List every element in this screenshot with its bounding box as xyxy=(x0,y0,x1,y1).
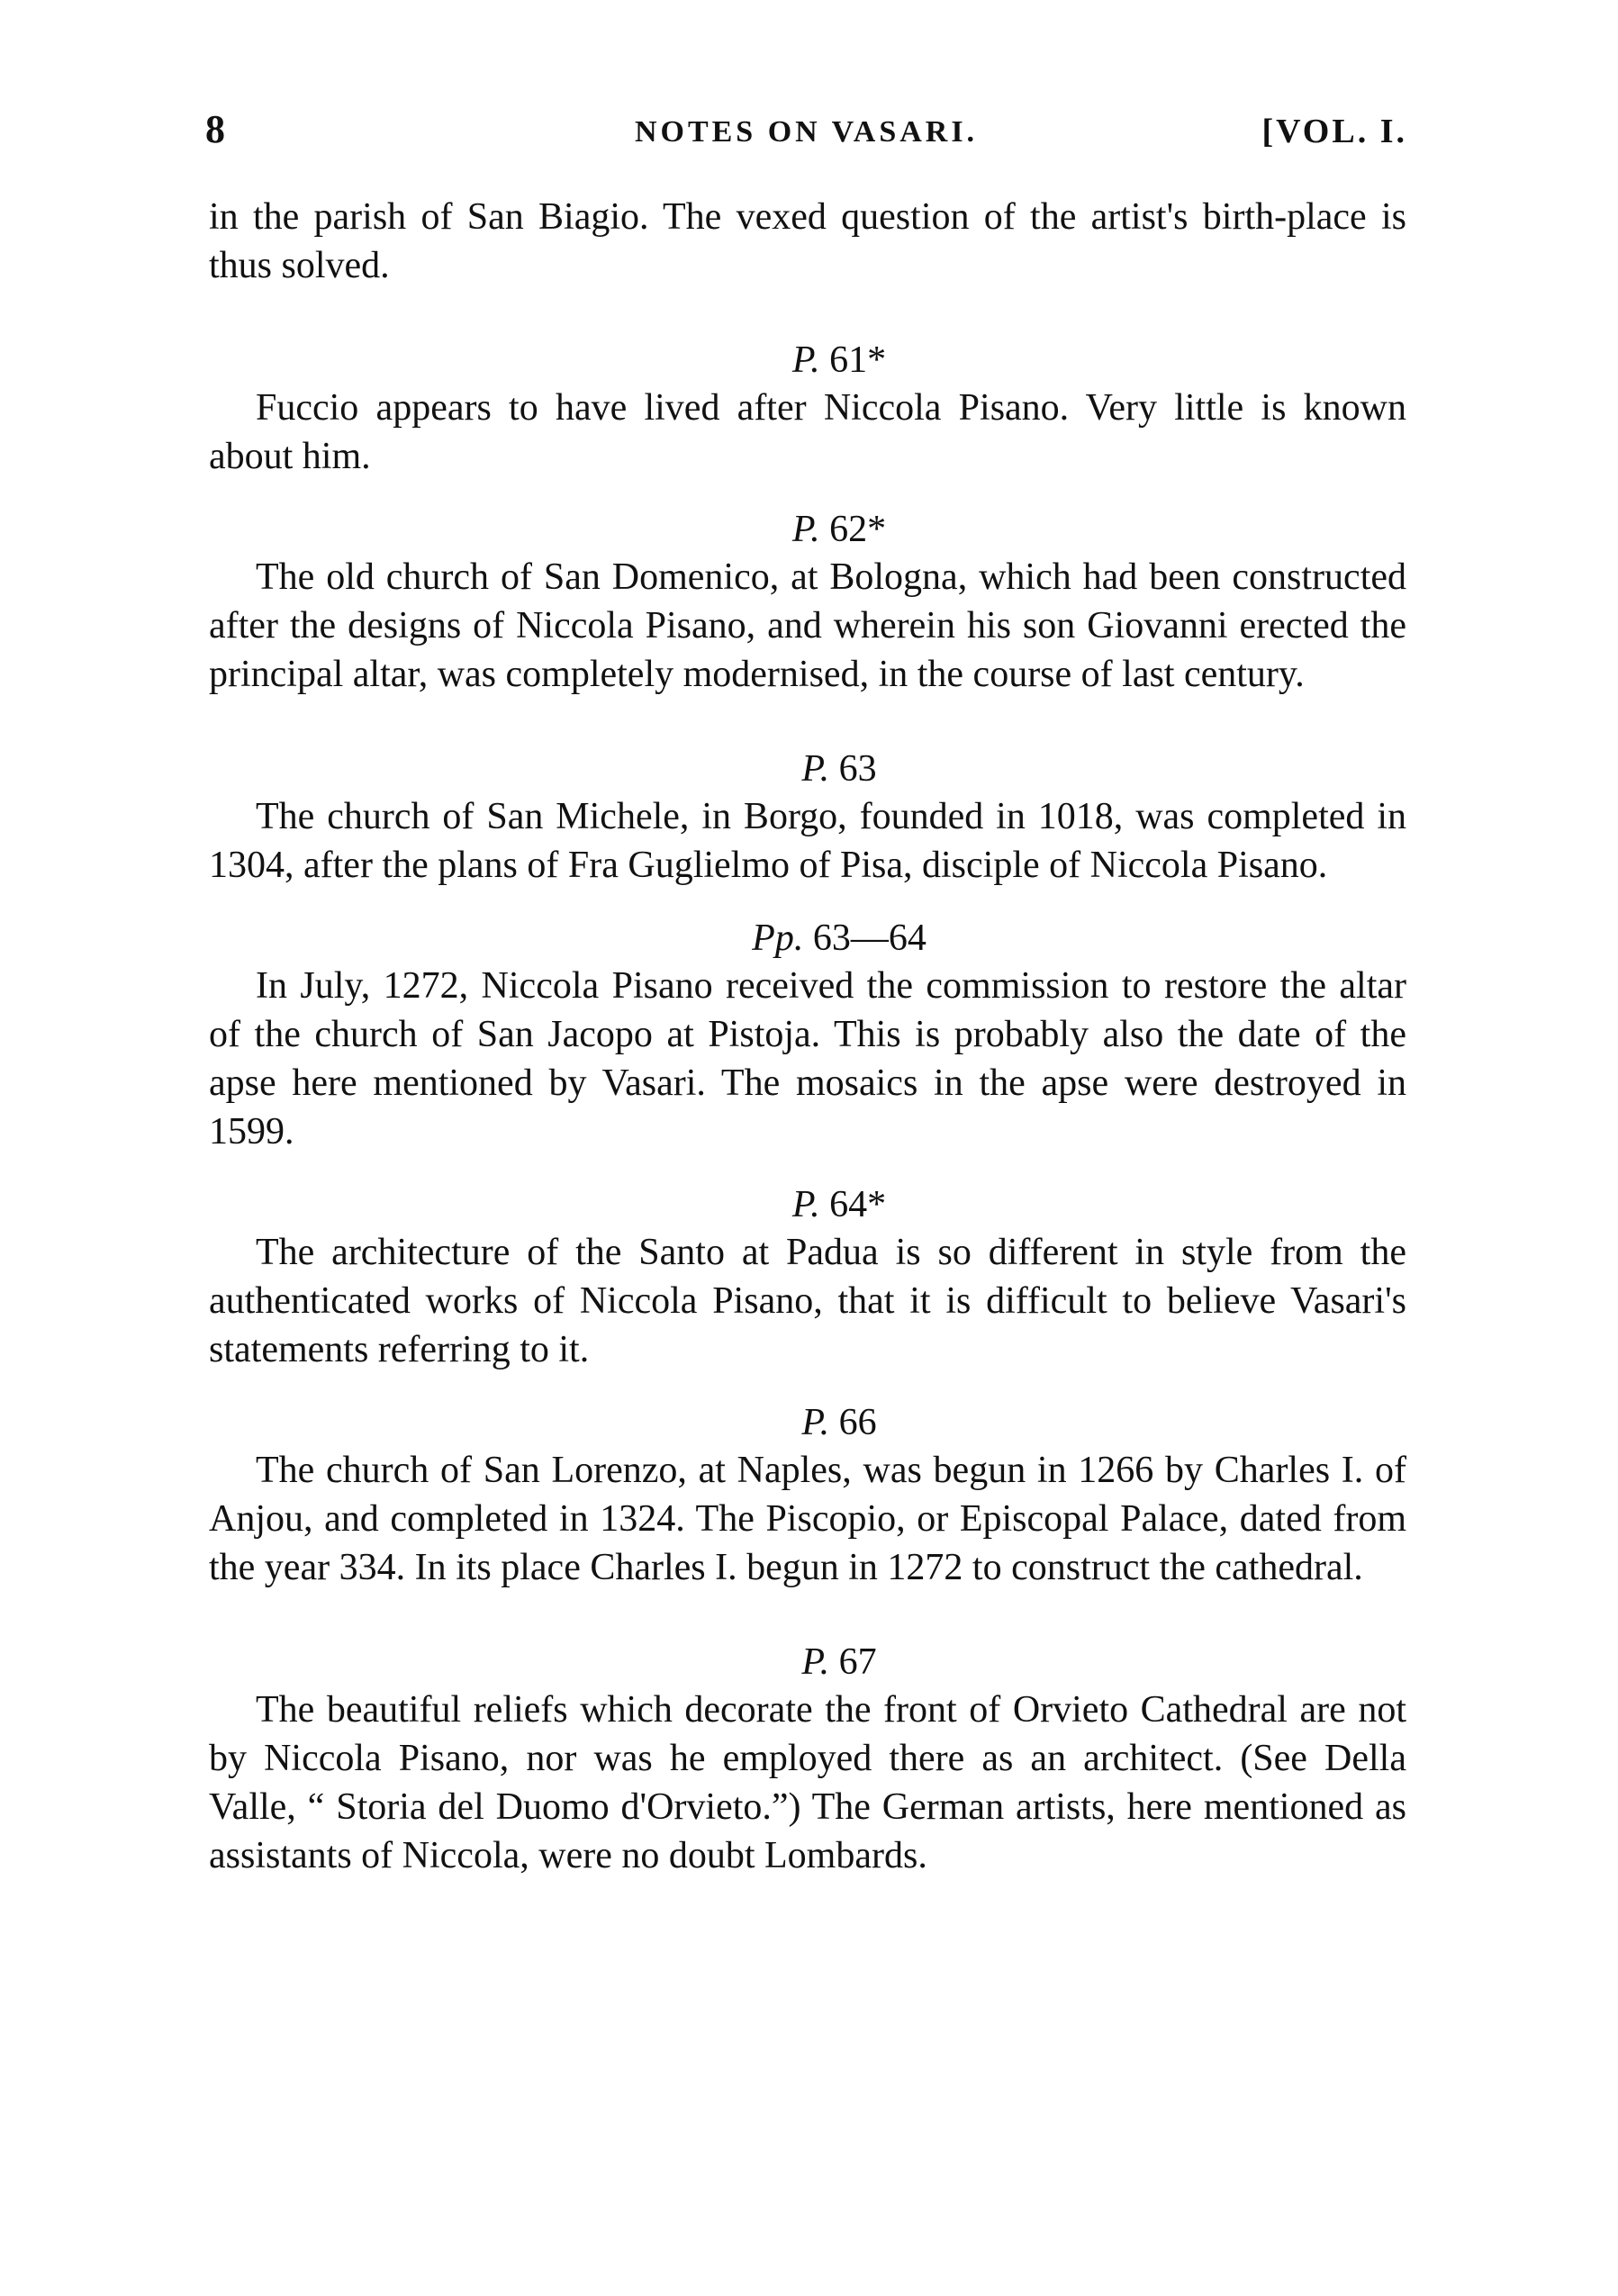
note-ref-number: 67 xyxy=(838,1641,877,1683)
note-pp63-64 xyxy=(209,915,1406,1156)
note-ref-number: 63—64 xyxy=(812,917,927,959)
note-p63 xyxy=(209,746,1406,890)
note-ref-prefix: P. xyxy=(791,509,820,550)
note-p67 xyxy=(209,1639,1406,1880)
note-ref-number: 66 xyxy=(838,1402,877,1443)
note-heading xyxy=(209,1399,1406,1446)
note-heading xyxy=(209,915,1406,962)
note-p66 xyxy=(209,1399,1406,1592)
note-ref-prefix: P. xyxy=(801,748,830,790)
note-heading xyxy=(209,746,1406,792)
page-content xyxy=(209,193,1406,1880)
note-p62 xyxy=(209,506,1406,699)
note-p61 xyxy=(209,337,1406,481)
note-ref-prefix: P. xyxy=(791,339,820,381)
note-heading xyxy=(209,337,1406,384)
note-text: The church of San Lorenzo, at Naples, was begun in 1266 by Charles I. of Anjou, and completed in 1324. The Piscopio, or Episcopal Palace, dated from the year 334. In its place Charles I. begun in 1272 to construct the cathedral. xyxy=(209,1450,1406,1588)
note-text: The beautiful reliefs which decorate the front of Orvieto Cathedral are not by Niccola Pisano, nor was he employed there as an architect. (See Della Valle, “ Storia del Duomo d'Orvieto.”) The German artists, here mentioned as assistants of Niccola, were no doubt Lombards. xyxy=(209,1689,1406,1876)
note-p64 xyxy=(209,1181,1406,1374)
note-ref-number: 61* xyxy=(829,339,887,381)
note-text: The old church of San Domenico, at Bologna, which had been constructed after the designs of Niccola Pisano, and wherein his son Giovanni erected the principal altar, was completely modernised, in the course of last century. xyxy=(209,556,1406,695)
page-number: 8 xyxy=(205,107,225,151)
note-text: The architecture of the Santo at Padua is so different in style from the authenticated works of Niccola Pisano, that it is difficult to believe Vasari's statements referring to it. xyxy=(209,1232,1406,1370)
running-title: NOTES ON VASARI. xyxy=(634,115,979,149)
note-ref-number: 63 xyxy=(838,748,877,790)
note-heading xyxy=(209,506,1406,553)
volume-label: [VOL. I. xyxy=(1261,113,1407,150)
note-text: Fuccio appears to have lived after Niccola Pisano. Very little is known about him. xyxy=(209,387,1406,477)
intro-paragraph: in the parish of San Biagio. The vexed question of the artist's birth-place is thus solved. xyxy=(209,196,1406,286)
note-ref-number: 62* xyxy=(829,509,887,550)
note-ref-prefix: P. xyxy=(791,1184,820,1225)
page-header xyxy=(205,106,1407,160)
note-heading xyxy=(209,1181,1406,1228)
note-ref-number: 64* xyxy=(829,1184,887,1225)
note-text: The church of San Michele, in Borgo, founded in 1018, was completed in 1304, after the plans of Fra Guglielmo of Pisa, disciple of Niccola Pisano. xyxy=(209,796,1406,886)
note-heading xyxy=(209,1639,1406,1686)
note-text: In July, 1272, Niccola Pisano received the commission to restore the altar of the church of San Jacopo at Pistoja. This is probably also the date of the apse here mentioned by Vasari. The mosaics in the apse were destroyed in 1599. xyxy=(209,965,1406,1153)
note-ref-prefix: Pp. xyxy=(752,917,804,959)
note-ref-prefix: P. xyxy=(801,1402,830,1443)
note-ref-prefix: P. xyxy=(801,1641,830,1683)
